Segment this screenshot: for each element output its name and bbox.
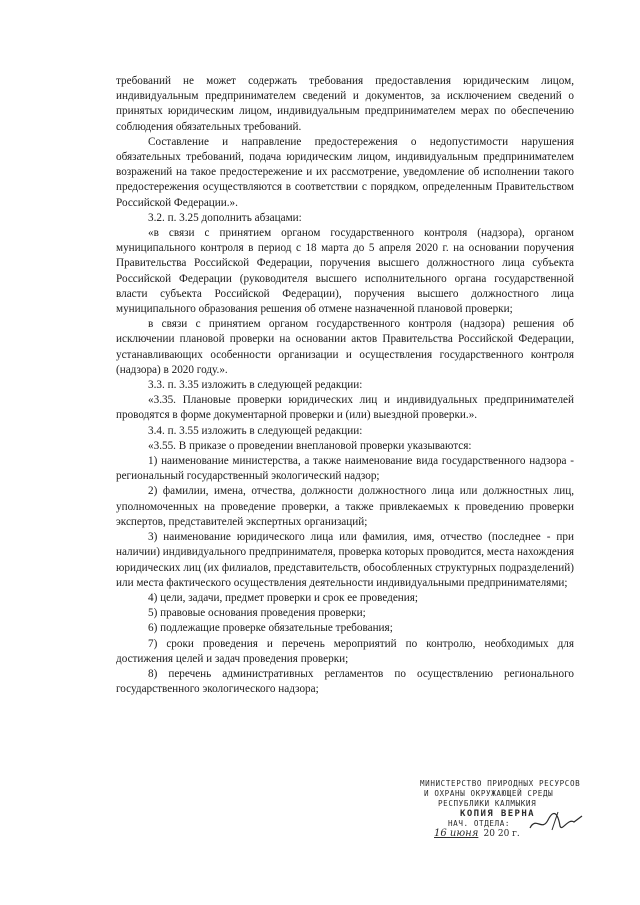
paragraph: в связи с принятием органом государственного контроля (надзора) решения об исключении плановой проверки на основании актов Правительства Российской Федерации, устанавливающих особенности организации и осуществления государственного контроля (надзора) в 2020 году.». <box>116 318 574 376</box>
paragraph: 5) правовые основания проведения проверки; <box>148 607 366 620</box>
stamp-ministry-line: МИНИСТЕРСТВО ПРИРОДНЫХ РЕСУРСОВ <box>420 779 581 788</box>
stamp-certified-copy: КОПИЯ ВЕРНА <box>460 809 536 819</box>
paragraph: 3.4. п. 3.55 изложить в следующей редакции: <box>148 424 363 437</box>
stamp-date-value: 16 июня <box>434 828 479 839</box>
paragraph: 1) наименование министерства, а также наименование вида государственного надзора - региональный государственный экологический надзор; <box>116 455 574 483</box>
paragraph: «3.35. Плановые проверки юридических лиц и индивидуальных предпринимателей проводятся в форме документарной проверки и (или) выездной проверки.». <box>116 394 574 422</box>
document-body <box>116 74 574 697</box>
paragraph: 6) подлежащие проверке обязательные требования; <box>148 622 393 635</box>
paragraph: 3.3. п. 3.35 изложить в следующей редакции: <box>148 379 363 392</box>
paragraph: требований не может содержать требования предоставления юридическим лицом, индивидуальным предпринимателем сведений и документов, за исключением сведений о принятых юридическим лицом, индивидуальным предпринимателем мерах по обеспечению соблюдения обязательных требований. <box>116 75 574 133</box>
handwritten-signature <box>528 810 584 836</box>
paragraph: 3) наименование юридического лица или фамилия, имя, отчество (последнее - при наличии) индивидуального предпринимателя, проверка которых проводится, места нахождения юридических лиц (их филиалов, представительств, обособленных структурных подразделений) или места фактического осуществления деятельности индивидуальными предпринимателями; <box>116 531 574 589</box>
paragraph: 7) сроки проведения и перечень мероприятий по контролю, необходимых для достижения целей и задач проведения проверки; <box>116 637 574 665</box>
stamp-region-line: РЕСПУБЛИКИ КАЛМЫКИЯ <box>438 799 537 808</box>
paragraph: 3.2. п. 3.25 дополнить абзацами: <box>148 211 302 224</box>
paragraph: «в связи с принятием органом государственного контроля (надзора), органом муниципального контроля в период с 18 марта до 5 апреля 2020 г. на основании поручения Правительства Российской Федерации, поручения высшего должностного лица субъекта Российской Федерации (руководителя высшего исполнительного органа государственной власти субъекта Российской Федерации), поручения высшего должностного лица муниципального образования решения об отмене назначенной плановой проверки; <box>116 227 574 316</box>
stamp-year: 20 20 г. <box>483 829 520 839</box>
paragraph: 2) фамилии, имена, отчества, должности должностного лица или должностных лиц, уполномоченных на проведение проверки, а также привлекаемых к проведению проверки экспертов, представителей экспертных организаций; <box>116 485 574 528</box>
paragraph: Составление и направление предостережения о недопустимости нарушения обязательных требований, подача юридическим лицом, индивидуальным предпринимателем возражений на такое предостережение и их рассмотрение, уведомление об исполнении такого предостережения осуществляются в соответствии с порядком, определенным Правительством Российской Федерации.». <box>116 135 574 209</box>
paragraph: 4) цели, задачи, предмет проверки и срок ее проведения; <box>148 591 419 604</box>
stamp-head-of-department: НАЧ. ОТДЕЛА: <box>448 819 511 828</box>
paragraph: 8) перечень административных регламентов по осуществлению регионального государственного экологического надзора; <box>116 667 574 696</box>
paragraph: «3.55. В приказе о проведении внеплановой проверки указываются: <box>148 439 472 452</box>
stamp-ministry-line: И ОХРАНЫ ОКРУЖАЮЩЕЙ СРЕДЫ <box>424 789 554 798</box>
